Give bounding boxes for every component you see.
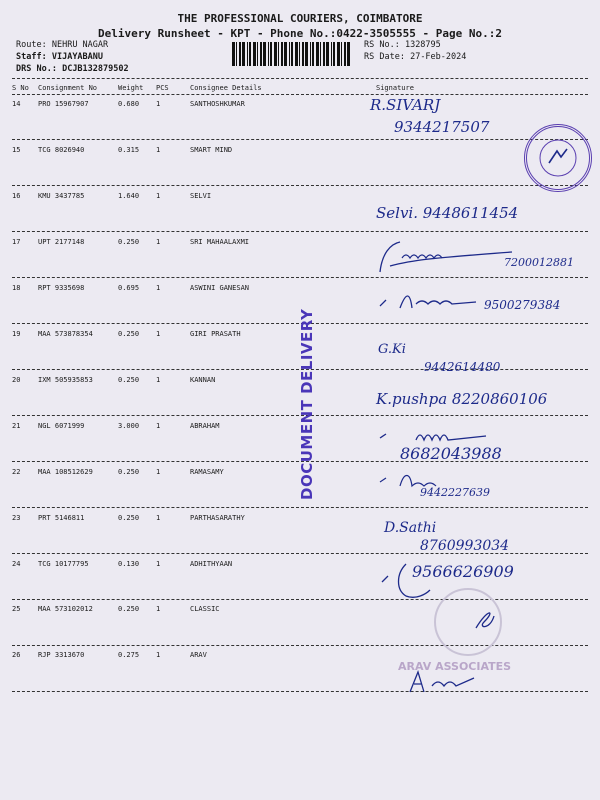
signature-17-phone: 7200012881 (504, 256, 574, 269)
rs-no-value: 1328795 (404, 40, 441, 50)
cell-consignee: GIRI PRASATH (190, 330, 241, 338)
cell-consignee: RAMASAMY (190, 468, 224, 476)
cell-weight: 0.250 (118, 605, 140, 613)
table-row (12, 284, 588, 296)
cell-sno: 21 (12, 422, 21, 430)
cell-consignee: ADHITHYAAN (190, 560, 233, 568)
barcode-bar (270, 42, 272, 66)
signature-23-name: D.Sathi (384, 520, 437, 536)
row-divider (12, 507, 588, 508)
cell-weight: 0.130 (118, 560, 140, 568)
cell-consignment: MAA 573878354 (38, 330, 93, 338)
staff-value: VIJAYABANU (51, 52, 104, 62)
cell-weight: 3.000 (118, 422, 140, 430)
cell-sno: 23 (12, 514, 21, 522)
table-row (12, 192, 588, 204)
signature-22-phone: 9442227639 (420, 486, 490, 499)
signature-18-scribble (376, 288, 486, 314)
cell-pcs: 1 (156, 468, 161, 476)
cell-sno: 17 (12, 238, 21, 246)
arav-stamp: ARAV ASSOCIATES (398, 660, 512, 673)
col-weight: Weight (118, 84, 144, 92)
cell-weight: 0.680 (118, 100, 140, 108)
cell-pcs: 1 (156, 560, 161, 568)
cell-consignment: RJP 3313670 (38, 651, 85, 659)
drs-label: DRS No.: (16, 64, 57, 74)
cell-pcs: 1 (156, 605, 161, 613)
barcode-bar (323, 42, 325, 66)
barcode-bar (260, 42, 262, 66)
cell-sno: 15 (12, 146, 21, 154)
cell-weight: 0.250 (118, 514, 140, 522)
cell-consignment: UPT 2177148 (38, 238, 85, 246)
cell-pcs: 1 (156, 146, 161, 154)
barcode-bar (249, 42, 251, 66)
cell-pcs: 1 (156, 192, 161, 200)
cell-pcs: 1 (156, 514, 161, 522)
col-signature: Signature (376, 84, 414, 92)
table-row (12, 100, 588, 112)
barcode-bar (299, 42, 300, 66)
barcode-bar (268, 42, 269, 66)
rs-date-label: RS Date: (364, 52, 405, 62)
cell-sno: 25 (12, 605, 21, 613)
company-title: THE PROFESSIONAL COURIERS, COIMBATORE (177, 12, 423, 25)
cell-consignment: RPT 9335698 (38, 284, 85, 292)
cell-consignee: ASWINI GANESAN (190, 284, 250, 292)
barcode-bar (239, 42, 241, 66)
runsheet-subtitle: Delivery Runsheet - KPT - Phone No.:0422-3505555 - Page No.:2 (98, 27, 502, 40)
barcode-bar (312, 42, 314, 66)
cell-weight: 0.250 (118, 238, 140, 246)
signature-17-scribble (372, 236, 522, 280)
barcode-bar (316, 42, 319, 66)
row-divider (12, 645, 588, 646)
table-row (12, 605, 588, 617)
signature-19-phone: 9442614480 (424, 360, 501, 374)
barcode-bar (337, 42, 340, 66)
row-divider (12, 599, 588, 600)
cell-consignee: SANTHOSHKUMAR (190, 100, 245, 108)
barcode-bar (295, 42, 298, 66)
signature-14-name: R.SIVARJ (370, 96, 441, 114)
cell-consignee: ABRAHAM (190, 422, 220, 430)
cell-consignment: MAA 108512629 (38, 468, 93, 476)
barcode-bar (281, 42, 283, 66)
barcode-bar (331, 42, 332, 66)
col-sno: S No (12, 84, 29, 92)
document-delivery-stamp: DOCUMENT DELIVERY (298, 308, 316, 500)
cell-consignment: KMU 3437785 (38, 192, 85, 200)
barcode-image (232, 42, 350, 66)
cell-sno: 14 (12, 100, 21, 108)
signature-16: Selvi. 9448611454 (376, 204, 519, 222)
smartmind-seal (524, 124, 592, 192)
cell-pcs: 1 (156, 284, 161, 292)
seal-ring-icon (527, 127, 589, 189)
barcode-bar (344, 42, 346, 66)
cell-consignment: PRO 15967907 (38, 100, 89, 108)
cell-consignment: TCG 8026940 (38, 146, 85, 154)
signature-19-name: G.Ki (378, 342, 406, 357)
barcode-bar (302, 42, 304, 66)
cell-consignment: IXM 505935853 (38, 376, 93, 384)
barcode-bar (310, 42, 311, 66)
route-line (16, 40, 108, 50)
rs-date-value: 27-Feb-2024 (410, 52, 467, 62)
cell-consignee: KANNAN (190, 376, 216, 384)
signature-25-scribble (470, 604, 500, 634)
cell-consignee: SELVI (190, 192, 212, 200)
drs-line (16, 64, 129, 74)
barcode-bar (347, 42, 350, 66)
barcode-bar (333, 42, 335, 66)
drs-value: DCJB132879502 (62, 64, 129, 74)
cell-pcs: 1 (156, 376, 161, 384)
barcode-bar (263, 42, 266, 66)
rs-date-line (364, 52, 466, 62)
barcode-bar (341, 42, 342, 66)
cell-consignee: SRI MAHAALAXMI (190, 238, 250, 246)
cell-sno: 20 (12, 376, 21, 384)
cell-consignee: PARTHASARATHY (190, 514, 245, 522)
barcode-bar (232, 42, 235, 66)
rs-no-label: RS No.: (364, 40, 400, 50)
table-row (12, 146, 588, 158)
cell-pcs: 1 (156, 651, 161, 659)
route-label: Route: (16, 40, 47, 50)
staff-label: Staff: (16, 52, 47, 62)
barcode-bar (289, 42, 290, 66)
cell-pcs: 1 (156, 238, 161, 246)
row-divider (12, 231, 588, 232)
signature-24-phone: 9566626909 (412, 562, 514, 581)
signature-21-phone: 8682043988 (400, 444, 502, 463)
cell-consignment: TCG 10177795 (38, 560, 89, 568)
row-divider (12, 139, 588, 140)
cell-pcs: 1 (156, 100, 161, 108)
barcode-bar (253, 42, 256, 66)
cell-sno: 19 (12, 330, 21, 338)
barcode-bar (326, 42, 329, 66)
barcode-bar (320, 42, 321, 66)
row-divider (12, 691, 588, 692)
barcode-bar (236, 42, 237, 66)
barcode-bar (284, 42, 287, 66)
cell-consignee: CLASSIC (190, 605, 220, 613)
header-rule-bottom (12, 94, 588, 95)
barcode-bar (278, 42, 279, 66)
barcode-bar (305, 42, 308, 66)
route-value: NEHRU NAGAR (51, 40, 109, 50)
cell-consignment: MAA 573102012 (38, 605, 93, 613)
staff-line (16, 52, 103, 62)
cell-pcs: 1 (156, 330, 161, 338)
cell-consignee: ARAV (190, 651, 207, 659)
table-row (12, 514, 588, 526)
cell-weight: 0.695 (118, 284, 140, 292)
cell-consignee: SMART MIND (190, 146, 233, 154)
cell-consignment: NGL 6071999 (38, 422, 85, 430)
rs-no-line (364, 40, 441, 50)
cell-weight: 0.315 (118, 146, 140, 154)
cell-weight: 0.275 (118, 651, 140, 659)
signature-26-scribble (404, 668, 484, 696)
cell-sno: 26 (12, 651, 21, 659)
signature-14-phone: 9344217507 (394, 118, 490, 136)
barcode-bar (257, 42, 258, 66)
cell-sno: 16 (12, 192, 21, 200)
cell-pcs: 1 (156, 422, 161, 430)
cell-sno: 24 (12, 560, 21, 568)
barcode-bar (247, 42, 248, 66)
barcode-bar (274, 42, 277, 66)
row-divider (12, 185, 588, 186)
cell-weight: 0.250 (118, 330, 140, 338)
signature-18-phone: 9500279384 (484, 298, 561, 312)
cell-weight: 0.250 (118, 376, 140, 384)
col-consignment: Consignment No (38, 84, 98, 92)
cell-sno: 22 (12, 468, 21, 476)
cell-consignment: PRT 5146811 (38, 514, 85, 522)
signature-20: K.pushpa 8220860106 (376, 390, 548, 408)
cell-weight: 1.640 (118, 192, 140, 200)
barcode-bar (242, 42, 245, 66)
col-consignee: Consignee Details (190, 84, 262, 92)
cell-sno: 18 (12, 284, 21, 292)
barcode-bar (291, 42, 293, 66)
signature-23-phone: 8760993034 (420, 538, 510, 554)
cell-weight: 0.250 (118, 468, 140, 476)
header-rule-top (12, 78, 588, 79)
col-pcs: PCS (156, 84, 169, 92)
